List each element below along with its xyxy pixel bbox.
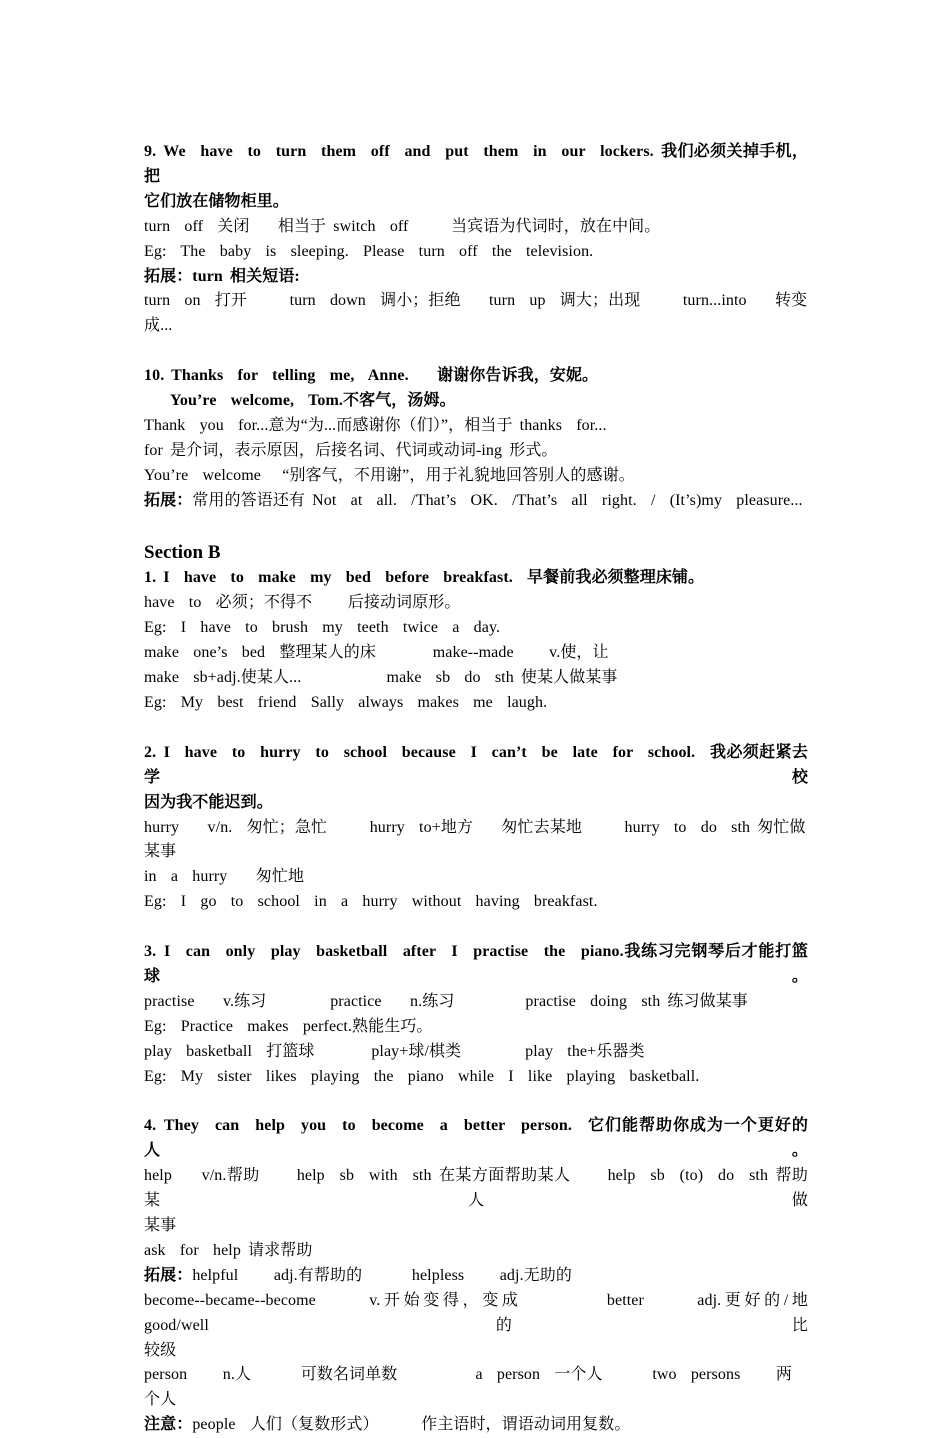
blank-line — [144, 514, 808, 539]
text-run: 3. I can only play basketball after I practise the piano.我练习完钢琴后才能打篮球。 — [144, 943, 808, 985]
text-line — [144, 865, 808, 890]
text-run: Eg: Practice makes perfect.熟能生巧。 — [144, 1017, 433, 1035]
text-line — [144, 439, 808, 464]
text-line — [144, 1413, 808, 1438]
note-block-item10 — [144, 364, 808, 513]
text-run: 1. I have to make my bed before breakfast. 早餐前我必须整理床铺。 — [144, 569, 705, 587]
blank-line — [144, 1089, 808, 1114]
text-line — [144, 1015, 808, 1040]
text-run: Eg: My sister likes playing the piano while I like playing basketball. — [144, 1067, 700, 1085]
text-line — [144, 591, 808, 616]
text-run: person n.人 可数名词单数 a person 一个人 two persons 两个人 — [144, 1366, 792, 1409]
text-line — [144, 1114, 808, 1164]
text-line — [144, 666, 808, 691]
text-run: for 是介词，表示原因，后接名词、代词或动词-ing 形式。 — [144, 441, 558, 459]
text-run: 它们放在储物柜里。 — [144, 192, 289, 210]
text-line — [144, 464, 808, 489]
text-run: Eg: My best friend Sally always makes me laugh. — [144, 694, 548, 711]
text-line — [144, 990, 808, 1015]
text-run: make sb+adj.使某人... make sb do sth 使某人做某事 — [144, 669, 618, 687]
text-line — [144, 190, 808, 215]
text-line — [144, 616, 808, 641]
text-run: ask for help 请求帮助 — [144, 1241, 313, 1259]
text-run: have to 必须；不得不 后接动词原形。 — [144, 594, 461, 612]
blank-line — [144, 339, 808, 364]
text-line — [144, 364, 808, 389]
text-run: 9. We have to turn them off and put them in our lockers. 我们必须关掉手机，把 — [144, 143, 808, 185]
section-title: Section B — [144, 542, 221, 564]
text-line — [144, 389, 808, 414]
text-run: people 人们（复数形式） 作主语时，谓语动词用复数。 — [192, 1416, 631, 1434]
text-line — [144, 566, 808, 591]
text-run: turn off 关闭 相当于 switch off 当宾语为代词时，放在中间。 — [144, 217, 661, 235]
text-run: help v/n.帮助 help sb with sth 在某方面帮助某人 help sb (to) do sth 帮助某人做 — [144, 1167, 808, 1210]
text-run: 因为我不能迟到。 — [144, 793, 273, 811]
text-run: 注意： — [144, 1416, 193, 1434]
text-run: practise v.练习 practice n.练习 practise doing sth 练习做某事 — [144, 992, 748, 1010]
section-b-notes — [144, 566, 858, 1438]
text-line — [144, 1289, 858, 1339]
text-run: turn on 打开 turn down 调小；拒绝 turn up 调大；出现 turn...into 转变成... — [144, 292, 808, 335]
text-line — [144, 414, 808, 439]
text-run: 10. Thanks for telling me, Anne. 谢谢你告诉我，安妮。 — [144, 367, 599, 385]
text-run: You’re welcome, Tom.不客气，汤姆。 — [170, 392, 456, 410]
text-run: hurry v/n. 匆忙；急忙 hurry to+地方 匆忙去某地 hurry to do sth 匆忙做某事 — [144, 818, 806, 861]
note-block-b1 — [144, 566, 808, 715]
text-line — [144, 1040, 808, 1065]
text-line — [144, 1164, 808, 1214]
text-run: Eg: The baby is sleeping. Please turn off the television. — [144, 242, 594, 260]
text-run: 某事 — [144, 1216, 177, 1234]
text-run: 常用的答语还有 Not at all. /That’s OK. /That’s all right. / (It’s)my pleasure... — [192, 491, 803, 509]
text-run: play basketball 打篮球 play+球/棋类 play the+乐器类 — [144, 1042, 645, 1060]
text-line — [144, 1339, 808, 1364]
text-run: in a hurry 匆忙地 — [144, 868, 305, 886]
text-line — [144, 265, 808, 290]
text-line — [144, 240, 808, 265]
text-run: become--became--become v.开始变得，变成 better adj.更好的/地 good/well 的比 — [144, 1291, 858, 1334]
text-line — [144, 691, 808, 716]
text-line — [144, 289, 808, 339]
document-page — [144, 140, 858, 1438]
note-block-b4 — [144, 1114, 858, 1438]
text-run: 拓展： — [144, 1266, 193, 1284]
text-run: Eg: I have to brush my teeth twice a day. — [144, 619, 501, 637]
text-line — [144, 1214, 808, 1239]
text-line — [144, 140, 808, 190]
text-run: Eg: I go to school in a hurry without having breakfast. — [144, 893, 598, 911]
text-line — [144, 1239, 808, 1264]
text-run: 较级 — [144, 1341, 177, 1359]
text-run: You’re welcome “别客气，不用谢”，用于礼貌地回答别人的感谢。 — [144, 466, 635, 484]
text-line — [144, 816, 808, 866]
text-line — [144, 791, 808, 816]
blank-line — [144, 915, 808, 940]
text-run: Thank you for...意为“为...而感谢你（们）”，相当于 thanks for... — [144, 416, 607, 434]
text-line — [144, 940, 808, 990]
section-a-notes — [144, 140, 808, 538]
note-block-b2 — [144, 741, 808, 915]
text-line — [144, 641, 808, 666]
text-run: 拓展：turn 相关短语: — [144, 267, 300, 285]
text-line — [144, 1264, 808, 1289]
note-block-b3 — [144, 940, 808, 1089]
text-run: make one’s bed 整理某人的床 make--made v.使，让 — [144, 644, 609, 662]
text-line — [144, 890, 808, 915]
text-line — [144, 1065, 808, 1090]
text-run: 4. They can help you to become a better person. 它们能帮助你成为一个更好的人。 — [144, 1117, 808, 1160]
text-run: 拓展： — [144, 491, 193, 509]
blank-line — [144, 716, 808, 741]
text-line — [144, 215, 808, 240]
text-line — [144, 741, 808, 791]
note-block-item9 — [144, 140, 808, 339]
text-run: helpful adj.有帮助的 helpless adj.无助的 — [192, 1266, 572, 1284]
text-line — [144, 489, 808, 514]
text-run: 2. I have to hurry to school because I can’t be late for school. 我必须赶紧去学校 — [144, 743, 808, 786]
text-line — [144, 1363, 808, 1413]
